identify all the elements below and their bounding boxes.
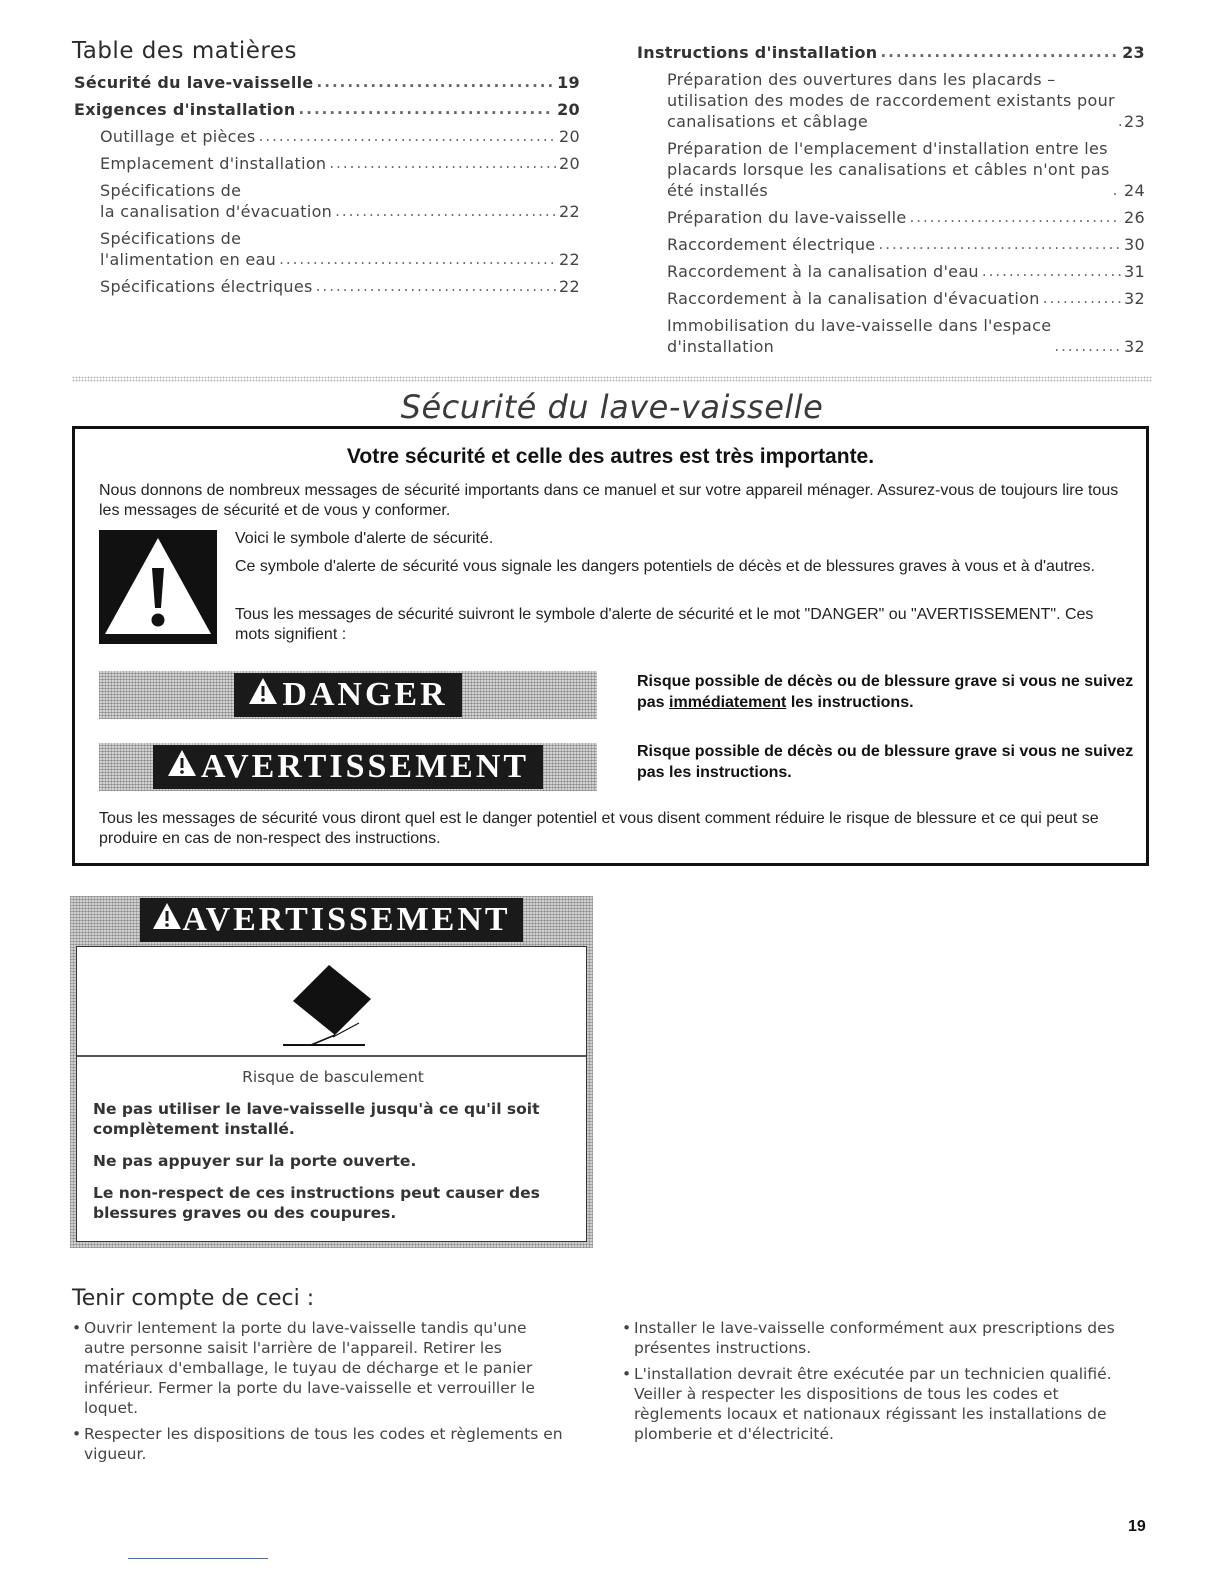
tip-over-graphic — [77, 947, 586, 1057]
toc-entry — [74, 228, 580, 270]
toc-entry-label: Spécifications de l'alimentation en eau — [100, 229, 277, 269]
toc-entry-label: Sécurité du lave-vaisselle — [74, 73, 314, 92]
alert-triangle-icon — [248, 673, 278, 717]
footer-line — [128, 1558, 268, 1559]
toc-entry-label: Préparation des ouvertures dans les placards – utilisation des modes de raccordement existants pour canalisations et câblage — [667, 70, 1115, 131]
danger-definition-text: Risque possible de décès ou de blessure grave si vous ne suivez pas — [637, 673, 1134, 711]
notes-title: Tenir compte de ceci : — [72, 1286, 315, 1311]
toc-title: Table des matières — [72, 38, 297, 64]
list-item-text: L'installation devrait être exécutée par un technicien qualifié. Veiller à respecter les dispositions de tous les codes et règlements locaux et nationaux régissant les installations de plomberie et d'électricité. — [634, 1365, 1112, 1443]
toc-entry-label: Raccordement à la canalisation d'évacuation — [667, 289, 1040, 308]
list-item — [72, 1318, 572, 1418]
toc-entry — [637, 207, 1145, 228]
toc-left-column — [74, 72, 580, 303]
toc-entry-page: 32 — [1124, 289, 1145, 308]
toc-entry-label: Spécifications de la canalisation d'évacuation — [100, 181, 333, 221]
toc-entry-page: 19 — [557, 73, 580, 92]
safety-headline: Votre sécurité et celle des autres est très importante. — [346, 445, 875, 468]
symbol-description: Ce symbole d'alerte de sécurité vous signale les dangers potentiels de décès et de blessures graves à vous et à d'autres. — [235, 558, 1095, 575]
section-title: Sécurité du lave-vaisselle — [400, 388, 824, 426]
warning-content — [76, 946, 587, 1242]
toc-entry-label: Raccordement à la canalisation d'eau — [667, 262, 979, 281]
warning-consequence: Le non-respect de ces instructions peut causer des blessures graves ou des coupures. — [93, 1184, 540, 1222]
toc-leader — [317, 72, 555, 93]
toc-leader — [259, 126, 556, 147]
list-item-text: Ouvrir lentement la porte du lave-vaisselle tandis qu'une autre personne saisit l'arrière de l'appareil. Retirer les matériaux d'emballage, le tuyau de décharge et le panier inférieur. Fermer la porte du lave-vaisselle et verrouiller le loquet. — [84, 1319, 535, 1417]
toc-entry — [637, 261, 1145, 282]
notes-left-column — [72, 1318, 572, 1470]
toc-leader — [1118, 111, 1121, 132]
toc-entry — [637, 315, 1145, 357]
bullet: • — [622, 1365, 632, 1383]
tip-over-warning — [70, 896, 593, 1248]
toc-entry — [74, 126, 580, 147]
toc-entry-label: Raccordement électrique — [667, 235, 876, 254]
symbol-description: Voici le symbole d'alerte de sécurité. — [235, 530, 494, 547]
list-item — [622, 1318, 1122, 1358]
toc-entry-label: Instructions d'installation — [637, 43, 878, 62]
toc-leader — [880, 42, 1119, 63]
toc-leader — [1113, 180, 1121, 201]
toc-entry-label: Spécifications électriques — [100, 277, 313, 296]
warning-instruction: Ne pas appuyer sur la porte ouverte. — [93, 1152, 417, 1170]
toc-entry-label: Emplacement d'installation — [100, 154, 327, 173]
danger-signal-word: DANGER — [282, 676, 448, 713]
toc-entry-page: 24 — [1124, 181, 1145, 200]
toc-entry-page: 30 — [1124, 235, 1145, 254]
tip-over-icon — [273, 961, 383, 1051]
warning-banner — [99, 743, 597, 791]
warning-text — [93, 1067, 573, 1235]
toc-leader — [1043, 288, 1121, 309]
danger-definition-emphasis: immédiatement — [669, 694, 787, 711]
toc-leader — [329, 153, 556, 174]
toc-leader — [909, 207, 1121, 228]
toc-entry-page: 31 — [1124, 262, 1145, 281]
toc-entry-page: 22 — [559, 250, 580, 269]
warning-definition: Risque possible de décès ou de blessure grave si vous ne suivez pas les instructions. — [637, 743, 1134, 781]
toc-leader — [316, 276, 556, 297]
page-number: 19 — [1128, 1518, 1146, 1535]
toc-leader — [982, 261, 1121, 282]
hazard-name: Risque de basculement — [242, 1068, 424, 1086]
toc-entry-page: 32 — [1124, 337, 1145, 356]
danger-definition — [637, 671, 1137, 713]
section-divider — [72, 376, 1152, 382]
symbol-description: Tous les messages de sécurité suivront le symbole d'alerte de sécurité et le mot "DANGER" ou "AVERTISSEMENT". Ces mots signifient : — [235, 606, 1094, 643]
list-item — [622, 1364, 1122, 1444]
warning-signal-word: AVERTISSEMENT — [182, 901, 511, 938]
toc-entry-page: 22 — [559, 277, 580, 296]
toc-leader — [299, 99, 555, 120]
toc-entry — [74, 276, 580, 297]
list-item-text: Respecter les dispositions de tous les codes et règlements en vigueur. — [84, 1425, 563, 1463]
toc-leader — [279, 249, 556, 270]
bullet: • — [72, 1319, 82, 1337]
toc-leader — [1054, 336, 1121, 357]
toc-leader — [878, 234, 1121, 255]
safety-closing: Tous les messages de sécurité vous diront quel est le danger potentiel et vous disent comment réduire le risque de blessure et ce qui peut se produire en cas de non-respect des instructions. — [99, 810, 1099, 847]
toc-entry-page: 20 — [559, 154, 580, 173]
toc-entry — [74, 180, 580, 222]
toc-leader — [335, 201, 556, 222]
toc-entry-page: 20 — [559, 127, 580, 146]
notes-right-column — [622, 1318, 1122, 1450]
alert-triangle-icon — [152, 898, 182, 942]
toc-entry-label: Préparation du lave-vaisselle — [667, 208, 907, 227]
danger-banner — [99, 671, 597, 719]
bullet: • — [622, 1319, 632, 1337]
toc-entry — [74, 153, 580, 174]
bullet: • — [72, 1425, 82, 1443]
toc-entry — [637, 69, 1145, 132]
toc-entry-label: Outillage et pièces — [100, 127, 256, 146]
toc-entry — [637, 234, 1145, 255]
warning-header — [70, 896, 593, 944]
toc-entry-label: Exigences d'installation — [74, 100, 296, 119]
warning-signal-word: AVERTISSEMENT — [200, 748, 530, 785]
toc-entry-page: 23 — [1124, 112, 1145, 131]
toc-entry — [74, 72, 580, 93]
list-item-text: Installer le lave-vaisselle conformément aux prescriptions des présentes instructions. — [634, 1319, 1115, 1357]
toc-right-column — [637, 42, 1145, 363]
alert-triangle-icon — [167, 745, 197, 789]
toc-entry — [637, 288, 1145, 309]
toc-entry-label: Préparation de l'emplacement d'installation entre les placards lorsque les canalisations et câbles n'ont pas été installés — [667, 139, 1110, 200]
danger-definition-text: les instructions. — [786, 694, 914, 711]
toc-entry — [637, 138, 1145, 201]
list-item — [72, 1424, 572, 1464]
safety-box — [72, 426, 1149, 866]
toc-entry — [637, 42, 1145, 63]
toc-entry-page: 23 — [1122, 43, 1145, 62]
safety-intro: Nous donnons de nombreux messages de sécurité importants dans ce manuel et sur votre appareil ménager. Assurez-vous de toujours lire tous les messages de sécurité et de vous y conformer. — [99, 482, 1119, 519]
toc-entry-page: 26 — [1124, 208, 1145, 227]
toc-entry — [74, 99, 580, 120]
safety-alert-triangle-icon — [99, 530, 217, 644]
warning-instruction: Ne pas utiliser le lave-vaisselle jusqu'à ce qu'il soit complètement installé. — [93, 1100, 540, 1138]
toc-entry-page: 22 — [559, 202, 580, 221]
toc-entry-page: 20 — [557, 100, 580, 119]
toc-entry-label: Immobilisation du lave-vaisselle dans l'espace d'installation — [667, 316, 1052, 356]
